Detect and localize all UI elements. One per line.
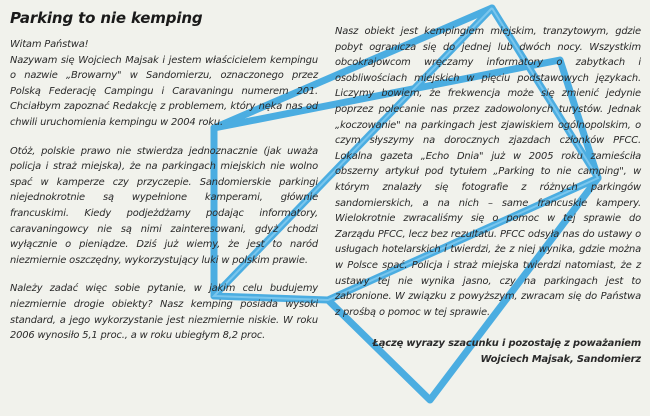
signature-closing: Łączę wyrazy szacunku i pozostaję z poważaniem: [372, 338, 641, 350]
right-column: [335, 24, 641, 368]
paragraph-intro: Nazywam się Wojciech Majsak i jestem właścicielem kempingu o nazwie „Browarny" w Sandomierzu, oznaczonego przez Polską Federację Campingu i Caravaningu numerem 201. Chciałbym zapoznać Redakcję z problemem, który nęka nas od chwili uruchomienia kempingu w 2004 roku.: [10, 54, 318, 128]
greeting: Witam Państwa!: [10, 39, 89, 50]
left-column: [10, 10, 318, 344]
signature: [335, 336, 641, 368]
paragraph-campsite: Nasz obiekt jest kempingiem miejskim, tranzytowym, gdzie pobyt ogranicza się do jednej lub dwóch nocy. Wszystkim obcokrajowcom wręczamy informatory o zabytkach i osobliwościach miejskich w pięciu podstawowych językach. Liczymy bowiem, że frekwencja może się zmienić jedynie poprzez polecanie nas przez zadowolonych turystów. Jednak „koczowanie" na parkingach jest zjawiskiem ogólnopolskim, o czym słyszymy na dorocznych zjazdach członków PFCC. Lokalna gazeta „Echo Dnia" już w 2005 roku zamieściła obszerny artykuł pod tytułem „Parking to nie camping", w którym znalazły się fotografie z różnych parkingów sandomierskich, a na nich – same francuskie kampery. Wielokrotnie zwracaliśmy się o pomoc w tej sprawie do Zarządu PFCC, lecz bez rezultatu. PFCC odsyła nas do ustawy o usługach hotelarskich i twierdzi, że z niej wynika, gdzie można w Polsce spać. Policja i straż miejska twierdzi natomiast, że z ustawy tej nie wynika jasno, czy na parkingach jest to zabronione. W związku z powyższym, zwracam się do Państwa z prośbą o pomoc w tej sprawie.: [335, 26, 641, 318]
article-title: Parking to nie kemping: [10, 9, 203, 27]
paragraph-law: Otóż, polskie prawo nie stwierdza jednoznacznie (jak uważa policja i straż miejska), że na parkingach miejskich nie wolno spać w kamperze czy przyczepie. Sandomierskie parkingi niejednokrotnie są wypełnione kamperami, głównie francuskimi. Kiedy podjeżdżamy podając informatory, caravaningowcy nie są nimi zainteresowani, gdyż chodzi wyłącznie o pieniądze. Dziś już wiemy, że jest to naród niezmiernie oszczędny, wykorzystujący luki w polskim prawie.: [10, 145, 318, 266]
paragraph-question: Należy zadać więc sobie pytanie, w jakim celu budujemy niezmiernie drogie obiekty? Nasz kemping posiada wysoki standard, a jego wykorzystanie jest niezmiernie niskie. W roku 2006 wynosiło 5,1 proc., a w roku ubiegłym 8,2 proc.: [10, 283, 318, 342]
signature-name: Wojciech Majsak, Sandomierz: [480, 354, 641, 366]
